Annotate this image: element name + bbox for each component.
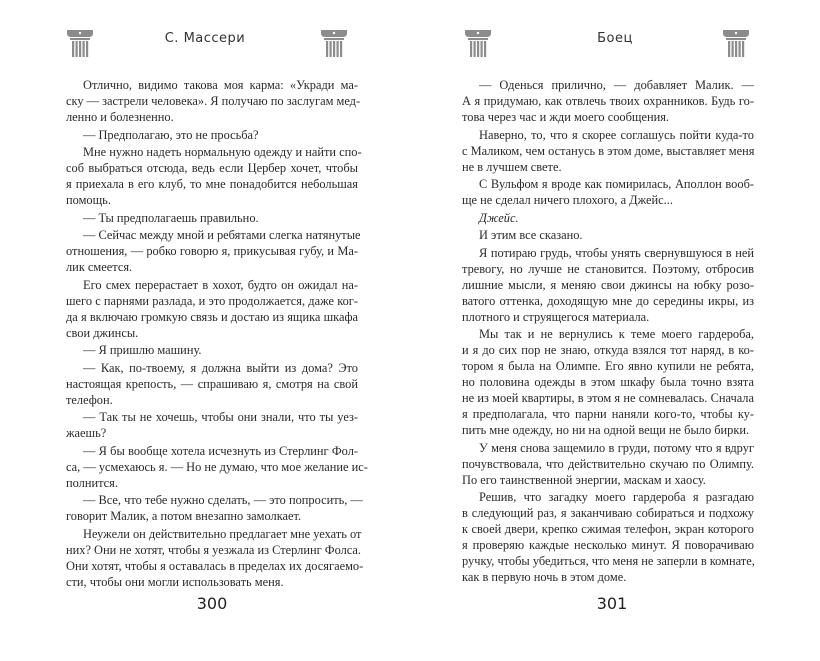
paragraph (66, 210, 358, 226)
text-line: ску — застрели человека». Я получаю по заслугам мед- (66, 94, 361, 108)
text-line: да я включаю громкую связь и достаю из ящика шкафа (66, 309, 358, 324)
text-line: Решив, что загадку моего гардероба я разгадаю (479, 490, 754, 504)
paragraph (66, 409, 358, 441)
text-line: — Как, по-твоему, я должна выйти из дома? Это (83, 360, 358, 375)
text-line: я проверяю каждые несколько минут. Я поворачиваю (462, 538, 754, 552)
text-line: как в первую ночь в этом доме. (462, 570, 627, 584)
page-number: 300 (196, 594, 228, 613)
paragraph (66, 492, 363, 524)
text-line: това через час и жди моего сообщения. (462, 110, 669, 124)
text-line: тревогу, но лучше не становится. Поэтому, отбросив (462, 261, 754, 276)
running-head-author: С. Массери (164, 31, 246, 46)
text-line: к своей двери, крепко сжимая телефон, экран которого (462, 522, 754, 536)
text-line: в следующий раз, я заканчиваю собираться и подхожу (462, 506, 754, 520)
text-line: плотного и струящегося материала. (462, 309, 650, 324)
text-line: А я придумаю, как отвлечь твоих охранников. Будь го- (462, 94, 754, 108)
text-line: них? Они не хотят, чтобы я уезжала из Стерлинг Фолса. (66, 542, 362, 557)
text-line: Я потираю грудь, чтобы унять свернувшуюся в ней (479, 245, 754, 260)
text-line: тором я была на Олимпе. Его явно купили не ребята, (462, 359, 754, 373)
paragraph (66, 144, 362, 208)
text-line: Отлично, видимо такова моя карма: «Укради ма- (83, 78, 358, 92)
paragraph (462, 210, 754, 226)
text-line: — Предполагаю, это не просьба? (83, 127, 259, 142)
paragraph (462, 127, 754, 175)
text-line: лишние мысли, я меняю свои джинсы на юбку розо- (462, 277, 754, 292)
running-head-title: Боец (597, 31, 633, 46)
text-line: Его смех перерастает в хохот, будто он ожидал на- (83, 277, 358, 292)
text-line: телефон. (66, 392, 113, 407)
text-line: с Маликом, чем останусь в этом доме, выставляет меня (462, 143, 755, 158)
text-line: ще не сделал ничего плохого, а Джейс... (462, 193, 673, 207)
paragraph (462, 77, 754, 125)
text-line: почувствовала, что действительно скучаю по Олимпу. (462, 456, 754, 471)
text-line: ватого оттенка, доходящую мне до середины икры, из (462, 293, 754, 308)
right-page (410, 0, 820, 661)
text-line: пить мне одежду, но ни на одной вещи не было бирки. (462, 423, 750, 437)
text-line: Они хотят, чтобы я оставалась в пределах их досягаемо- (66, 558, 364, 573)
paragraph (66, 360, 358, 408)
page-body-text (66, 77, 368, 590)
paragraph (66, 127, 358, 143)
text-line: — Я пришлю машину. (83, 343, 202, 357)
text-line: настоящая крепость, — спрашиваю я, смотря на свой (66, 376, 358, 391)
ionic-column-icon (320, 28, 348, 58)
ionic-column-icon (722, 28, 750, 58)
text-line: жаешь? (66, 426, 107, 440)
paragraph (66, 77, 361, 125)
text-line: и я до сих пор не знаю, откуда взялся тот наряд, в ко- (462, 343, 754, 357)
text-line: ленно и болезненно. (66, 110, 174, 124)
text-line: помощь. (66, 193, 111, 207)
text-line: — Оденься прилично, — добавляет Малик. — (479, 78, 754, 92)
text-line: Мне нужно надеть нормальную одежду и найти спо- (83, 145, 362, 159)
page-body-text (462, 77, 754, 585)
paragraph (462, 245, 754, 325)
paragraph (66, 227, 361, 275)
paragraph (462, 176, 754, 208)
text-line: не из моей квартиры, в этом я не сомневалась. Сначала (462, 391, 754, 405)
text-line: полнится. (66, 475, 118, 490)
text-line: говорит Малик, а потом внезапно замолкает. (66, 509, 302, 523)
text-line: свои джинсы. (66, 325, 139, 340)
text-line: не в лучшем свете. (462, 159, 562, 174)
paragraph (462, 326, 754, 438)
text-line: Мы так и не вернулись к теме моего гардероба, (479, 327, 754, 341)
text-line: сти, чтобы они могли использовать меня. (66, 574, 284, 589)
page-number: 301 (596, 594, 628, 613)
paragraph (66, 526, 364, 590)
text-line: У меня снова защемило в груди, потому что я вдруг (479, 440, 754, 455)
text-line: — Сейчас между мной и ребятами слегка натянутые (83, 228, 361, 242)
text-line: С Вульфом я вроде как помирилась, Аполлон вооб- (479, 177, 754, 191)
text-line: Наверно, то, что я скорее соглашусь пойти куда-то (479, 127, 754, 142)
text-line: И этим все сказано. (479, 228, 583, 242)
paragraph (462, 489, 754, 585)
paragraph (462, 227, 754, 243)
text-line: Джейс. (479, 210, 519, 225)
text-line: шего с парнями разлада, и это продолжается, даже ког- (66, 293, 358, 308)
paragraph (66, 342, 358, 358)
paragraph (66, 277, 358, 341)
text-line: — Так ты не хочешь, чтобы они знали, что ты уез- (83, 410, 358, 424)
text-line: Неужели он действительно предлагает мне уехать от (83, 526, 362, 541)
text-line: — Я бы вообще хотела исчезнуть из Стерлинг Фол- (83, 443, 358, 458)
text-line: я предполагала, что парни наняли кого-то, чтобы ку- (462, 407, 754, 421)
text-line: — Ты предполагаешь правильно. (83, 210, 259, 225)
text-line: — Все, что тебе нужно сделать, — это попросить, — (83, 493, 363, 507)
text-line: По его таинственной энергии, маскам и хаосу. (462, 472, 706, 487)
text-line: соб выбраться отсюда, ведь если Цербер хочет, чтобы (66, 161, 358, 175)
text-line: ручку, чтобы убедиться, что меня не заперли в комнате, (462, 554, 755, 568)
text-line: но половина одежды в этом шкафу была точно взята (462, 375, 754, 389)
text-line: лик смеется. (66, 260, 133, 274)
text-line: я приехала в его клуб, то мне понадобится небольшая (66, 177, 358, 191)
text-line: са, — усмехаюсь я. — Но не думаю, что мое желание ис- (66, 459, 368, 474)
paragraph (66, 443, 368, 491)
text-line: отношения, — робко говорю я, прикусывая губу, и Ма- (66, 244, 358, 258)
paragraph (462, 440, 754, 488)
